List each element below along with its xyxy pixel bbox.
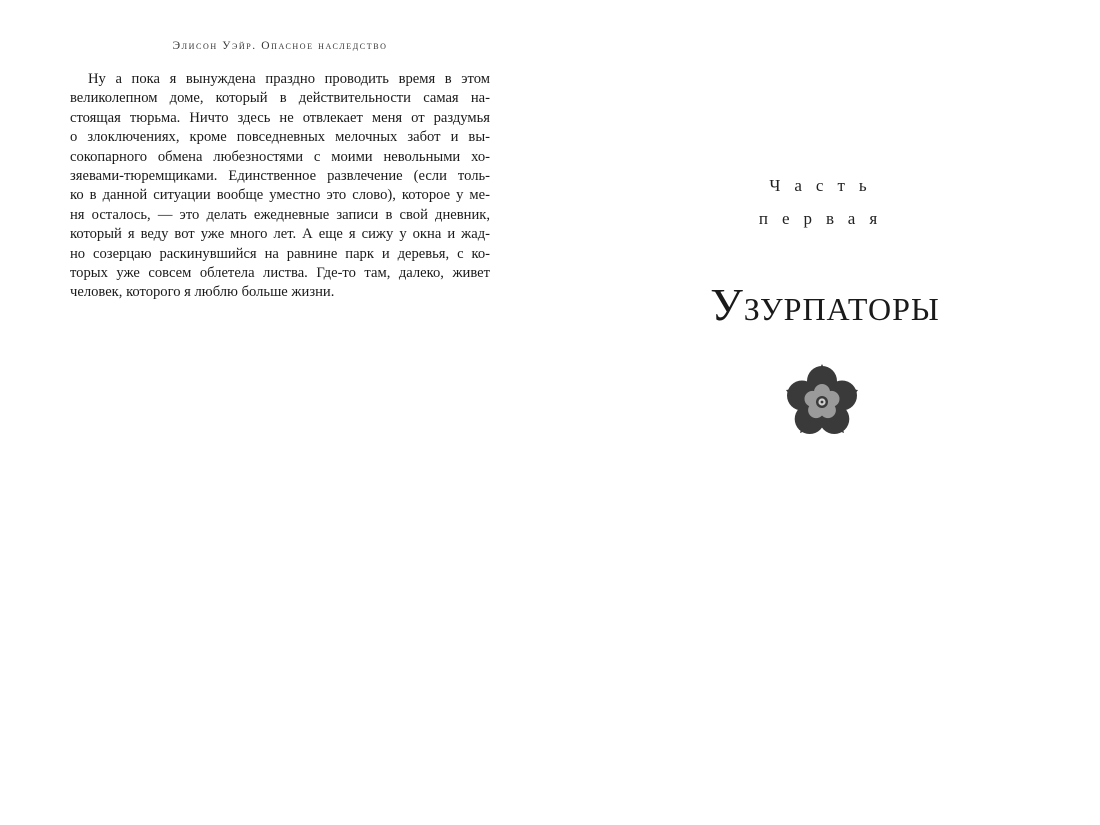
text-line: зяевами-тюремщиками. Единственное развлечение (если толь- (70, 168, 490, 185)
text-line: ня осталось, — это делать ежедневные записи в свой дневник, (70, 206, 490, 223)
text-line: человек, которого я люблю больше жизни. (70, 284, 335, 301)
running-head: Элисон Уэйр. Опасное наследство (172, 40, 388, 52)
part-label-line1: Часть (769, 176, 881, 195)
text-line: стоящая тюрьма. Ничто здесь не отвлекает меня от раздумья (70, 109, 490, 126)
text-line: сокопарного обмена любезностями с моими невольными хо- (70, 148, 490, 165)
tudor-rose-icon (782, 362, 862, 442)
part-title: Узурпаторы (710, 279, 940, 330)
text-line: который я веду вот уже много лет. А еще я сижу у окна и жад- (70, 226, 490, 243)
part-label-line2: первая (758, 209, 892, 228)
text-line: Ну а пока я вынуждена праздно проводить время в этом (88, 71, 490, 87)
text-line: о злоключениях, кроме повседневных мелочных забот и вы- (70, 129, 490, 146)
right-page (550, 0, 1100, 825)
text-line: ко в данной ситуации вообще уместно это слово), которое у ме- (70, 187, 490, 204)
text-line: но созерцаю раскинувшийся на равнине парк и деревья, с ко- (70, 245, 490, 262)
text-line: великолепном доме, который в действительности самая на- (70, 90, 490, 107)
body-paragraph (70, 70, 490, 303)
text-line: торых уже совсем облетела листва. Где-то там, далеко, живет (70, 265, 490, 282)
